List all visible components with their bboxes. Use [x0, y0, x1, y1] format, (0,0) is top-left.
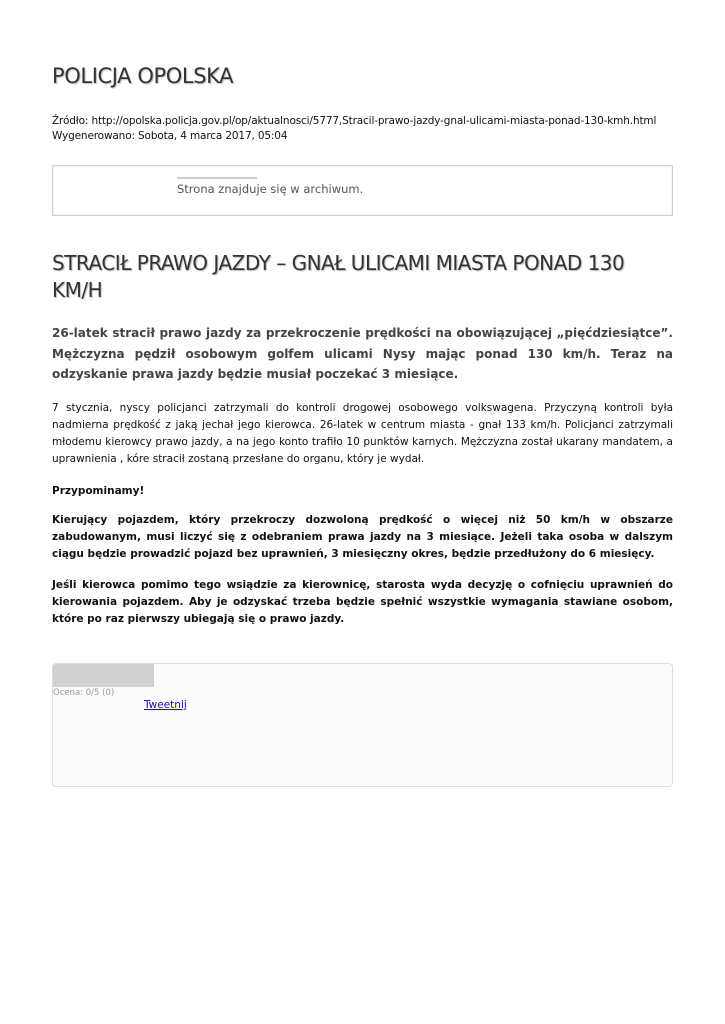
site-title: POLICJA OPOLSKA	[52, 64, 234, 88]
rating-stars-bar[interactable]	[53, 664, 154, 687]
archive-notice-box	[52, 165, 673, 216]
reminder-heading: Przypominamy!	[52, 485, 145, 497]
rating-text: Ocena: 0/5 (0)	[53, 688, 115, 698]
archive-divider	[177, 177, 257, 179]
rule-paragraph-2: Jeśli kierowca pomimo tego wsiądzie za kierownicę, starosta wyda decyzję o cofnięciu uprawnień do kierowania pojazdem. Aby je odzyskać trzeba będzie spełnić wszystkie wymagania stawiane osobom, które po raz pierwszy ubiegają się o prawo jazdy.	[52, 579, 673, 625]
generated-date-line: Wygenerowano: Sobota, 4 marca 2017, 05:04	[52, 130, 288, 142]
source-url-line: Źródło: http://opolska.policja.gov.pl/op/aktualnosci/5777,Stracil-prawo-jazdy-gnal-ulicami-miasta-ponad-130-kmh.html	[52, 115, 657, 127]
article-paragraph: 7 stycznia, nyscy policjanci zatrzymali do kontroli drogowej osobowego volkswagena. Przyczyną kontroli była nadmierna prędkość z jaką jechał jego kierowca. 26-latek w centrum miasta - gnał 133 km/h. Policjanci zatrzymali młodemu kierowcy prawo jazdy, a na jego konto trafiło 10 punktów karnych. Mężczyzna został ukarany mandatem, a uprawnienia , kóre stracił zostaną przesłane do organu, który je wydał.	[52, 402, 673, 465]
rating-share-box	[52, 663, 673, 787]
document-meta	[52, 114, 656, 144]
archive-notice-text: Strona znajduje się w archiwum.	[177, 182, 364, 196]
article-title: STRACIŁ PRAWO JAZDY – GNAŁ ULICAMI MIASTA PONAD 130 KM/H	[52, 251, 625, 302]
article-lead: 26-latek stracił prawo jazdy za przekroczenie prędkości na obowiązującej „pięćdziesiątce”. Mężczyzna pędził osobowym golfem ulicami Nysy mając ponad 130 km/h. Teraz na odzyskanie prawa jazdy będzie musiał poczekać 3 miesiące.	[52, 326, 673, 381]
tweet-link[interactable]: Tweetnij	[144, 699, 187, 711]
rule-paragraph-1: Kierujący pojazdem, który przekroczy dozwoloną prędkość o więcej niż 50 km/h w obszarze zabudowanym, musi liczyć się z odebraniem prawa jazdy na 3 miesiące. Jeżeli taka osoba w dalszym ciągu będzie prowadzić pojazd bez uprawnień, 3 miesięczny okres, będzie przedłużony do 6 miesięcy.	[52, 514, 673, 560]
